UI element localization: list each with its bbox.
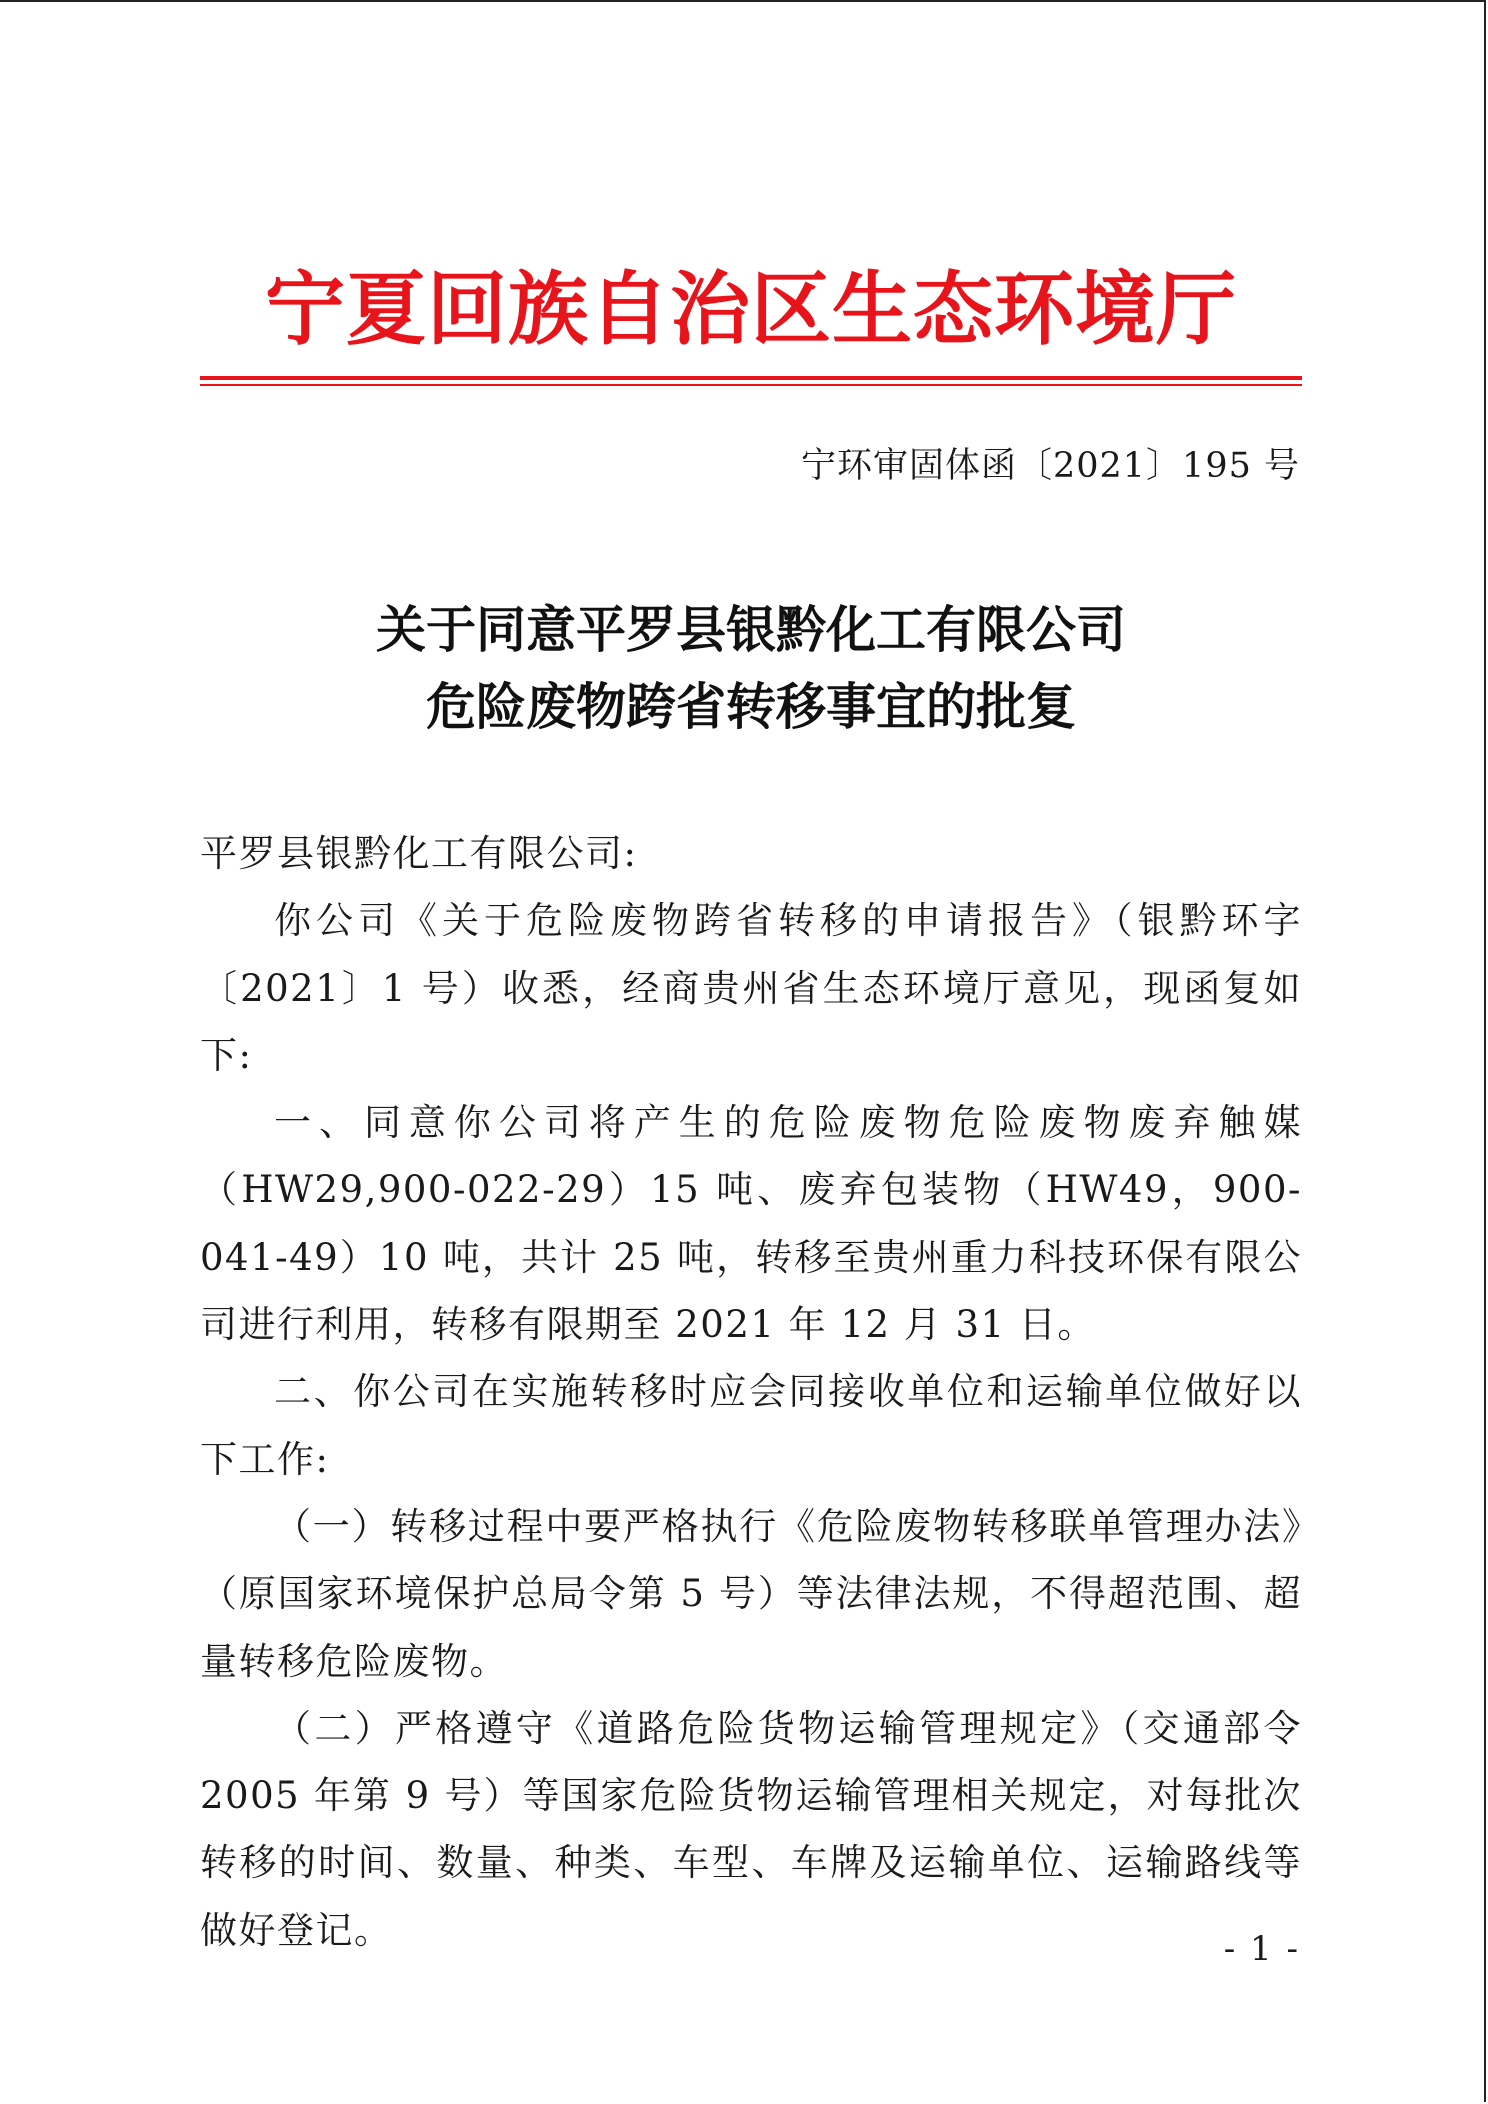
body-paragraph-item-1: 一、同意你公司将产生的危险废物危险废物废弃触媒（HW29,900-022-29）15 吨、废弃包装物（HW49，900-041-49）10 吨，共计 25 吨，转移至贵州重力科技环保有限公司进行利用，转移有限期至 2021 年 12 月 31 日。: [200, 1101, 1302, 1347]
salutation: 平罗县银黔化工有限公司:: [200, 832, 638, 875]
letterhead-org-name: 宁夏回族自治区生态环境厅: [265, 263, 1237, 356]
body-paragraph-receipt: 你公司《关于危险废物跨省转移的申请报告》（银黔环字〔2021〕1 号）收悉，经商贵州省生态环境厅意见，现函复如下:: [200, 899, 1302, 1077]
document-title-line-2: 危险废物跨省转移事宜的批复: [426, 678, 1076, 736]
page-number: - 1 -: [1223, 1929, 1300, 1969]
document-body: [200, 820, 1302, 1964]
letterhead-red-rule-thin: [200, 384, 1302, 386]
body-paragraph-subitem-1: （一）转移过程中要严格执行《危险废物转移联单管理办法》（原国家环境保护总局令第 5 号）等法律法规，不得超范围、超量转移危险废物。: [200, 1504, 1302, 1683]
letterhead-red-rule-thick: [200, 376, 1302, 380]
body-paragraph-subitem-2: （二）严格遵守《道路危险货物运输管理规定》（交通部令 2005 年第 9 号）等国家危险货物运输管理相关规定，对每批次转移的时间、数量、种类、车型、车牌及运输单位、运输路线等做好登记。: [200, 1706, 1302, 1952]
document-title-line-1: 关于同意平罗县银黔化工有限公司: [376, 601, 1126, 659]
body-paragraph-item-2: 二、你公司在实施转移时应会同接收单位和运输单位做好以下工作:: [200, 1370, 1302, 1481]
document-number: 宁环审固体函〔2021〕195 号: [800, 446, 1300, 486]
